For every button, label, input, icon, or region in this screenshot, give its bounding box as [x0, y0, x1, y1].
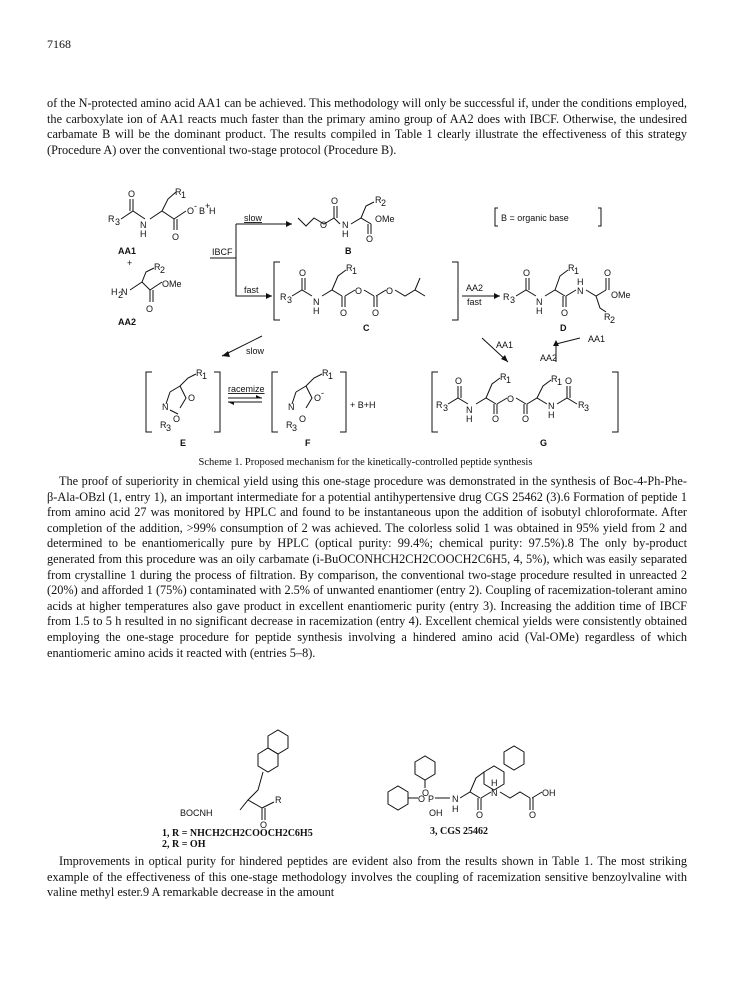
- svg-text:O: O: [418, 794, 426, 804]
- svg-text:R: R: [604, 312, 611, 322]
- svg-text:N: N: [121, 287, 128, 297]
- svg-text:O: O: [604, 268, 612, 278]
- svg-text:2: 2: [118, 290, 124, 300]
- svg-text:O: O: [146, 304, 154, 314]
- label-aa1: AA1: [118, 246, 137, 256]
- svg-text:O: O: [372, 308, 380, 318]
- compound-2-label: 2, R = OH: [162, 839, 206, 850]
- structure-g: [436, 372, 589, 424]
- svg-text:H: H: [536, 306, 543, 316]
- svg-text:N: N: [577, 286, 584, 296]
- label-g: G: [540, 438, 548, 448]
- svg-text:O: O: [320, 220, 328, 230]
- svg-text:O: O: [299, 414, 307, 424]
- label-aa1-d: AA1: [588, 334, 606, 344]
- svg-text:OMe: OMe: [162, 279, 182, 289]
- svg-text:OH: OH: [542, 788, 556, 798]
- svg-text:R: R: [160, 420, 167, 430]
- svg-text:N: N: [466, 405, 473, 415]
- svg-text:O: O: [529, 810, 537, 820]
- svg-text:O: O: [455, 376, 463, 386]
- compound-1-label: 1, R = NHCH2CH2COOCH2C6H5: [162, 828, 313, 839]
- label-plus-bh: + B+H: [350, 400, 376, 410]
- svg-text:P: P: [428, 794, 435, 804]
- svg-text:OH: OH: [429, 808, 443, 818]
- svg-text:H: H: [209, 206, 216, 216]
- svg-text:N: N: [342, 220, 349, 230]
- svg-text:R: R: [286, 420, 293, 430]
- label-aa2: AA2: [118, 317, 137, 327]
- svg-text:R: R: [154, 262, 161, 272]
- svg-text:N: N: [548, 401, 555, 411]
- svg-text:H: H: [491, 778, 498, 788]
- svg-text:O: O: [476, 810, 484, 820]
- label-e: E: [180, 438, 187, 448]
- svg-text:R: R: [436, 400, 443, 410]
- svg-text:O: O: [172, 232, 180, 242]
- svg-text:R: R: [500, 372, 507, 382]
- svg-text:O: O: [507, 394, 515, 404]
- svg-text:H: H: [140, 229, 147, 239]
- svg-text:3: 3: [292, 423, 298, 433]
- reaction-scheme: [0, 0, 731, 470]
- label-fast-arrow: fast: [467, 297, 482, 307]
- label-d: D: [560, 323, 567, 333]
- svg-text:+: +: [205, 201, 211, 211]
- svg-text:O: O: [522, 414, 530, 424]
- svg-text:H: H: [111, 287, 118, 297]
- paragraph-proof: The proof of superiority in chemical yield using this one-stage procedure was demonstrated in the synthesis of Boc-4-Ph-Phe-β-Ala-OBzl (1, entry 1), an important intermediate for a potential antihypertensive drug CGS 25462 (3).6 Formation of peptide 1 from amino acid 27 was monitored by HPLC and found to be instantaneous upon the addition of isobutyl chloroformate. After completion of the addition, >99% consumption of 2 was achieved. The colorless solid 1 was obtained in 95% yield from 2 and determined to be enantiomerically pure by HPLC (optical purity: 99.4%; chemical purity: 97.5%).8 The only by-product generated from this procedure was an oily carbamate (i-BuOCONHCH2CH2COOCH2C6H5, 4, 5%), which was easily separated from crystalline 1 during the process of filtration. By comparison, the conventional two-stage procedure resulted in unreacted 2 (20%) and afforded 1 (75%) contaminated with 2.5% of unwanted enantiomer (entry 2). Coupling of racemization-tolerant amino acids at higher temperatures also gave product in excellent enantiomeric purity (entry 3). Increasing the addition time of IBCF from 1.5 to 5 h resulted in no significant decrease in racemization (entry 4). Excellent chemical yields were consistently obtained employing the one-stage procedure for peptide synthesis involving a hindered amino acid (Val-OMe) regardless of which enantiomeric amino acids it reacted with (entries 5–8).: [47, 474, 687, 660]
- svg-text:1: 1: [557, 377, 563, 387]
- svg-text:O: O: [355, 286, 363, 296]
- svg-text:1: 1: [506, 375, 512, 385]
- svg-text:R: R: [175, 187, 182, 197]
- svg-text:3: 3: [287, 295, 293, 305]
- svg-text:-: -: [194, 201, 197, 211]
- svg-text:N: N: [452, 794, 459, 804]
- svg-text:2: 2: [160, 265, 166, 275]
- svg-text:R: R: [568, 263, 575, 273]
- svg-text:H: H: [577, 277, 584, 287]
- label-aa1-g: AA1: [496, 340, 514, 350]
- svg-text:R: R: [346, 263, 353, 273]
- svg-text:N: N: [491, 788, 498, 798]
- svg-text:O: O: [366, 234, 374, 244]
- svg-text:O: O: [386, 286, 394, 296]
- label-aa2-arrow: AA2: [466, 283, 484, 293]
- svg-text:R: R: [375, 195, 382, 205]
- svg-text:R: R: [280, 292, 287, 302]
- svg-text:3: 3: [510, 295, 516, 305]
- plus-sign: +: [127, 258, 133, 268]
- label-b: B: [345, 246, 352, 256]
- label-slow-e: slow: [246, 346, 265, 356]
- compound-3-label: 3, CGS 25462: [430, 826, 489, 837]
- svg-text:3: 3: [115, 217, 121, 227]
- svg-text:R: R: [275, 795, 282, 805]
- svg-text:O: O: [565, 376, 573, 386]
- base-note: B = organic base: [501, 213, 569, 223]
- label-racemize: racemize: [228, 384, 265, 394]
- svg-text:O: O: [523, 268, 531, 278]
- svg-text:R: R: [578, 400, 585, 410]
- svg-text:H: H: [342, 229, 349, 239]
- svg-text:O: O: [128, 189, 136, 199]
- svg-text:O: O: [340, 308, 348, 318]
- structure-e: [160, 368, 207, 433]
- svg-text:R: R: [322, 368, 329, 378]
- svg-text:O: O: [187, 206, 195, 216]
- svg-text:O: O: [299, 268, 307, 278]
- bocnh-label: BOCNH: [180, 808, 213, 818]
- svg-text:N: N: [140, 220, 147, 230]
- svg-text:N: N: [288, 402, 295, 412]
- svg-text:1: 1: [574, 266, 580, 276]
- label-c: C: [363, 323, 370, 333]
- svg-text:R: R: [108, 214, 115, 224]
- svg-text:O: O: [422, 788, 430, 798]
- svg-text:N: N: [162, 402, 169, 412]
- svg-text:H: H: [313, 306, 320, 316]
- svg-text:1: 1: [352, 266, 358, 276]
- svg-text:N: N: [536, 297, 543, 307]
- page-number: 7168: [47, 37, 71, 51]
- structure-b: [298, 195, 395, 244]
- svg-text:OMe: OMe: [611, 290, 631, 300]
- label-fast: fast: [244, 285, 259, 295]
- svg-text:3: 3: [584, 403, 590, 413]
- svg-text:-: -: [321, 388, 324, 398]
- svg-text:O: O: [331, 196, 339, 206]
- structure-aa1: [108, 187, 216, 242]
- scheme-caption: Scheme 1. Proposed mechanism for the kinetically-controlled peptide synthesis: [198, 457, 533, 468]
- svg-text:1: 1: [202, 371, 208, 381]
- svg-text:OMe: OMe: [375, 214, 395, 224]
- svg-text:R: R: [196, 368, 203, 378]
- structure-d: [503, 263, 631, 325]
- label-slow: slow: [244, 213, 263, 223]
- svg-text:H: H: [466, 414, 473, 424]
- svg-text:1: 1: [181, 190, 187, 200]
- paragraph-intro: of the N-protected amino acid AA1 can be achieved. This methodology will only be successful if, under the conditions employed, the carboxylate ion of AA1 reacts much faster than the primary amino group of AA2 does with IBCF. Otherwise, the undesired carbamate B will be the dominant product. The results compiled in Table 1 clearly illustrate the effectiveness of this strategy (Procedure A) over the conventional two-stage protocol (Procedure B).: [47, 96, 687, 157]
- label-aa2-d: AA2: [540, 353, 558, 363]
- structure-3: [388, 746, 556, 820]
- paragraph-improvements: Improvements in optical purity for hindered peptides are evident also from the results shown in Table 1. The most striking example of the effectiveness of this one-stage methodology involves the coupling of racemization sensitive benzoylvaline with valine methyl ester.9 A remarkable decrease in the amount: [47, 854, 687, 900]
- structure-1-2: [180, 730, 288, 830]
- svg-text:O: O: [561, 308, 569, 318]
- svg-text:2: 2: [381, 198, 387, 208]
- svg-text:O: O: [173, 414, 181, 424]
- svg-text:H: H: [452, 804, 459, 814]
- svg-text:O: O: [260, 820, 268, 830]
- svg-text:3: 3: [166, 423, 172, 433]
- structure-aa2: [111, 262, 182, 314]
- structure-f: [286, 368, 333, 433]
- svg-text:B: B: [199, 206, 206, 216]
- svg-text:2: 2: [610, 315, 616, 325]
- svg-text:N: N: [313, 297, 320, 307]
- svg-text:R: R: [551, 374, 558, 384]
- label-f: F: [305, 438, 311, 448]
- svg-text:1: 1: [328, 371, 334, 381]
- svg-text:O: O: [492, 414, 500, 424]
- svg-text:R: R: [503, 292, 510, 302]
- svg-text:O: O: [314, 393, 322, 403]
- label-ibcf: IBCF: [212, 247, 233, 257]
- svg-text:O: O: [188, 393, 196, 403]
- svg-text:H: H: [548, 410, 555, 420]
- svg-text:3: 3: [443, 403, 449, 413]
- structure-c: [280, 263, 425, 318]
